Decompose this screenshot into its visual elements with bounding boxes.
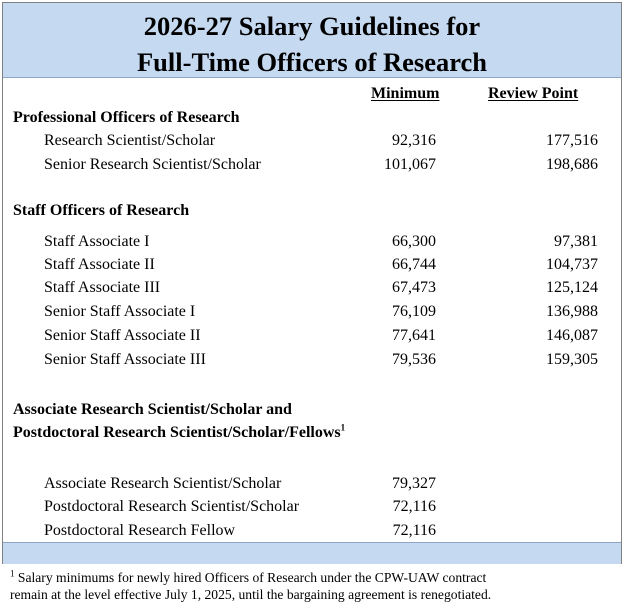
row-minimum: 72,116 [392, 498, 436, 515]
footnote-line-1 [10, 569, 622, 586]
bottom-banner [3, 542, 621, 564]
footnote-marker-sup: 1 [340, 422, 346, 433]
row-title: Postdoctoral Research Scientist/Scholar [44, 498, 300, 515]
row-minimum: 72,116 [392, 522, 436, 539]
section-heading-staff: Staff Officers of Research [13, 202, 190, 219]
row-title: Staff Associate I [44, 233, 150, 250]
row-review-point: 104,737 [546, 256, 598, 273]
page-title-line-1: 2026-27 Salary Guidelines for [143, 11, 481, 41]
page-title-line-2: Full-Time Officers of Research [136, 47, 488, 77]
row-title: Senior Staff Associate II [44, 327, 201, 344]
footnote-line-2: remain at the level effective July 1, 2025, until the bargaining agreement is renegotiated. [10, 587, 492, 602]
row-minimum: 79,327 [392, 475, 436, 492]
row-minimum: 66,300 [392, 233, 436, 250]
row-title: Associate Research Scientist/Scholar [44, 475, 282, 492]
section-heading-postdoctoral [13, 424, 345, 442]
row-title: Senior Research Scientist/Scholar [44, 156, 261, 173]
row-title: Postdoctoral Research Fellow [44, 522, 236, 539]
row-title: Staff Associate III [44, 279, 161, 296]
row-title: Research Scientist/Scholar [44, 132, 216, 149]
row-minimum: 76,109 [392, 303, 436, 320]
row-minimum: 66,744 [392, 256, 436, 273]
footnote-marker: 1 [10, 568, 15, 579]
row-review-point: 146,087 [546, 327, 598, 344]
column-header-review-point: Review Point [488, 85, 579, 102]
row-review-point: 125,124 [546, 279, 598, 296]
row-title: Senior Staff Associate III [44, 351, 206, 368]
footnote [10, 569, 622, 603]
row-minimum: 79,536 [392, 351, 436, 368]
row-review-point: 159,305 [546, 351, 598, 368]
column-header-minimum: Minimum [371, 85, 440, 102]
row-minimum: 101,067 [384, 156, 436, 173]
section-heading-postdoctoral-text: Postdoctoral Research Scientist/Scholar/Fellows [13, 424, 341, 441]
row-minimum: 67,473 [392, 279, 436, 296]
row-minimum: 92,316 [392, 132, 436, 149]
section-heading-associate: Associate Research Scientist/Scholar and [13, 401, 292, 418]
row-review-point: 177,516 [546, 132, 598, 149]
title-banner [3, 3, 621, 78]
row-review-point: 198,686 [546, 156, 598, 173]
footnote-text-1: Salary minimums for newly hired Officers of Research under the CPW-UAW contract [14, 570, 487, 585]
row-review-point: 136,988 [546, 303, 598, 320]
row-review-point: 97,381 [554, 233, 598, 250]
row-minimum: 77,641 [392, 327, 436, 344]
row-title: Staff Associate II [44, 256, 155, 273]
row-title: Senior Staff Associate I [44, 303, 196, 320]
section-heading-professional: Professional Officers of Research [13, 109, 240, 126]
